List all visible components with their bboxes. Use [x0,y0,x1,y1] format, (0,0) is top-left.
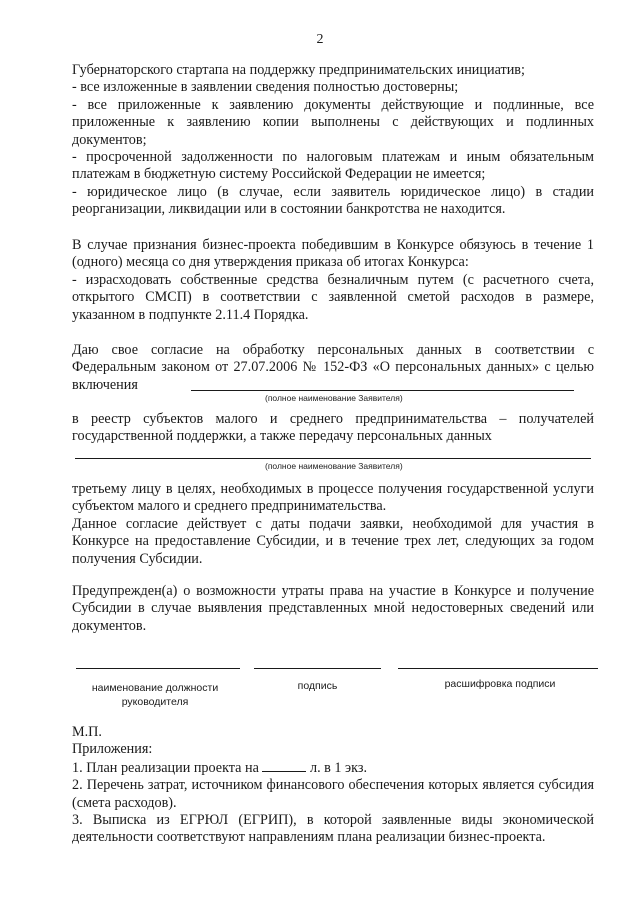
applicant-caption-1: (полное наименование Заявителя) [265,393,403,403]
declaration-line: - все приложенные к заявлению документы действующие и подлинные, все приложенные к заявлению копии выполнены с действующих и подлинных документов; [72,96,594,148]
consent-intro-text: Даю свое согласие на обработку персональных данных в соответствии с Федеральным законом от 27.07.2006 № 152-ФЗ «О персональных данных» с целью включения [72,342,594,393]
obligation-paragraph: В случае признания бизнес-проекта победившим в Конкурсе обязуюсь в течение 1 (одного) месяца со дня утверждения приказа об итогах Конкурса: [72,237,594,271]
attachment-1-after: л. в 1 экз. [310,759,368,776]
attachment-2: 2. Перечень затрат, источником финансового обеспечения которых является субсидия (смета расходов). [72,777,594,811]
consent-paragraph: третьему лицу в целях, необходимых в процессе получения государственной услуги субъектом малого и среднего предпринимательства. [72,481,594,515]
position-caption: наименование должности руководителя [91,682,219,708]
signature-caption: подпись [297,680,338,692]
applicant-name-line-2 [75,458,591,459]
consent-intro [72,342,594,394]
attachments-block [72,724,594,847]
page-number: 2 [316,32,324,47]
declaration-line: - юридическое лицо (в случае, если заявитель юридическое лицо) в стадии реорганизации, ликвидации или в состоянии банкротства не находится. [72,183,594,218]
declarations-block [72,62,594,219]
attachment-1 [72,759,594,777]
declaration-line: Губернаторского стартапа на поддержку предпринимательских инициатив; [72,62,525,78]
declaration-line: - все изложенные в заявлении сведения полностью достоверны; [72,79,459,96]
stamp-mark: М.П. [72,724,102,740]
consent-middle-text: в реестр субъектов малого и среднего предпринимательства – получателей государственной поддержки, а также передачу персональных данных [72,411,594,445]
warning-text: Предупрежден(а) о возможности утраты права на участие в Конкурсе и получение Субсидии в случае выявления представленных мной недостоверных сведений или документов. [72,583,594,634]
attachments-title: Приложения: [72,741,153,758]
signature-line [254,668,381,669]
pages-count-blank [262,759,306,772]
obligation-paragraph: - израсходовать собственные средства безналичным путем (с расчетного счета, открытого СМСП) в соответствии с заявленной сметой расходов в размере, указанном в подпункте 2.11.4 Порядка. [72,271,594,323]
decoding-caption: расшифровка подписи [444,678,556,690]
warning-block [72,583,594,635]
consent-middle [72,411,594,446]
consent-paragraph: Данное согласие действует с даты подачи заявки, необходимой для участия в Конкурсе на предоставление Субсидии, и в течение трех лет, следующих за годом получения Субсидии. [72,515,594,567]
applicant-caption-2: (полное наименование Заявителя) [265,461,403,471]
obligations-block [72,237,594,324]
declaration-line: - просроченной задолженности по налоговым платежам и иным обязательным платежам в бюджетную систему Российской Федерации не имеется; [72,149,594,183]
decoding-line [398,668,598,669]
attachment-3: 3. Выписка из ЕГРЮЛ (ЕГРИП), в которой заявленные виды экономической деятельности соответствуют направлениям плана реализации бизнес-проекта. [72,812,594,846]
attachment-1-before: 1. План реализации проекта на [72,759,259,776]
applicant-name-line-1 [191,390,574,391]
position-line [76,668,240,669]
consent-continuation [72,481,594,568]
